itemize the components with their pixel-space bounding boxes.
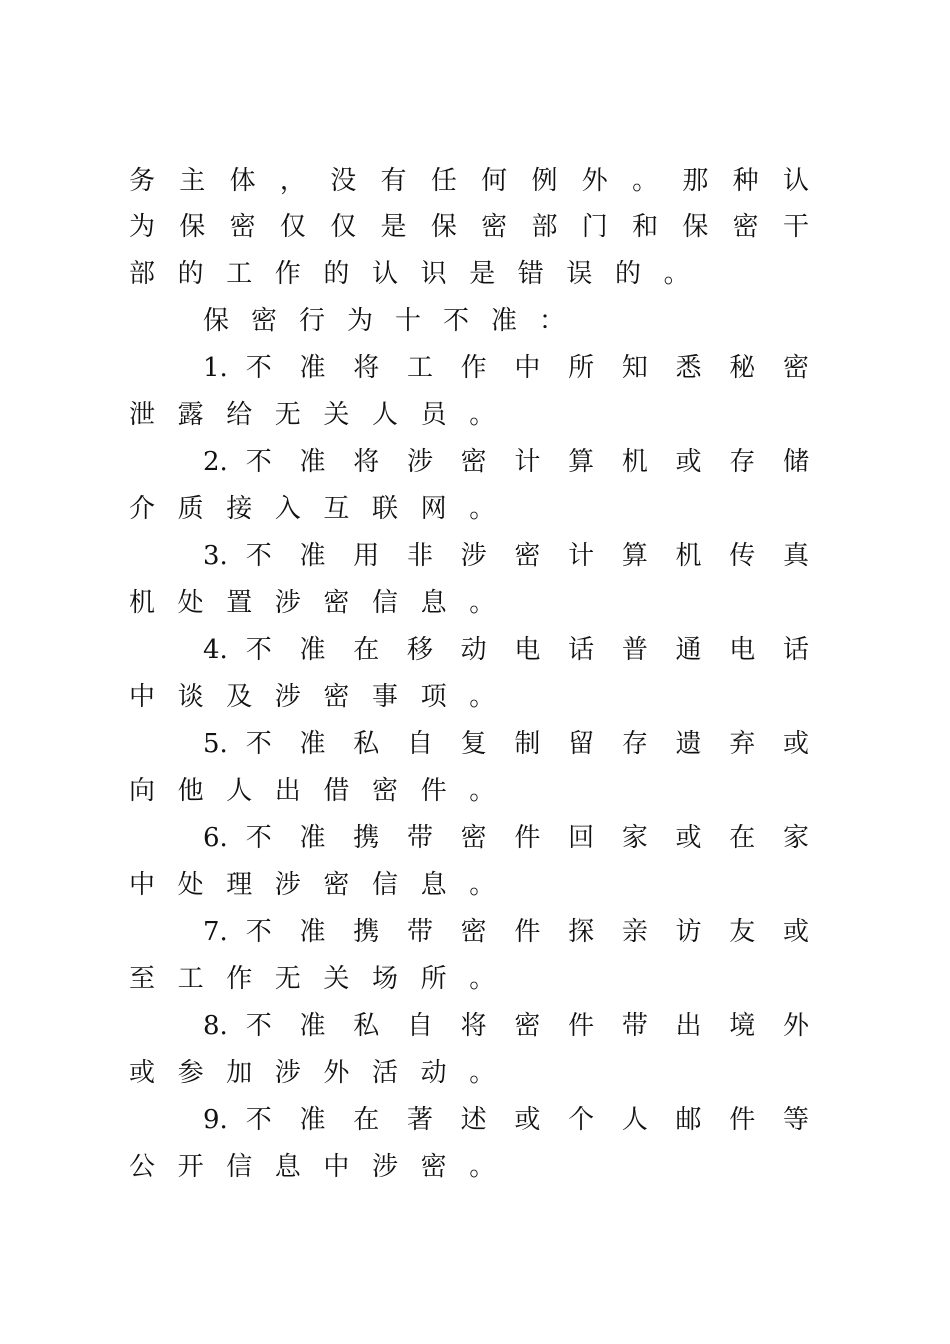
intro-line-1: 务 主 体 ， 没 有 任 何 例 外 。 那 种 认 bbox=[129, 166, 809, 196]
rule-6-line-1: 6. 不 准 携 带 密 件 回 家 或 在 家 bbox=[203, 823, 809, 853]
rule-2-line-2: 介质接入互联网。 bbox=[129, 494, 518, 524]
rule-6-line-2: 中处理涉密信息。 bbox=[129, 870, 518, 900]
rule-3-line-2: 机处置涉密信息。 bbox=[129, 588, 518, 618]
rule-3-line-1: 3. 不 准 用 非 涉 密 计 算 机 传 真 bbox=[203, 541, 809, 571]
rule-8-line-2: 或参加涉外活动。 bbox=[129, 1058, 518, 1088]
rule-8-line-1: 8. 不 准 私 自 将 密 件 带 出 境 外 bbox=[203, 1011, 809, 1041]
intro-line-2: 为 保 密 仅 仅 是 保 密 部 门 和 保 密 干 bbox=[129, 212, 809, 242]
rule-9-line-1: 9. 不 准 在 著 述 或 个 人 邮 件 等 bbox=[203, 1105, 809, 1135]
rule-1-line-1: 1. 不 准 将 工 作 中 所 知 悉 秘 密 bbox=[203, 353, 809, 383]
rule-4-line-2: 中谈及涉密事项。 bbox=[129, 682, 518, 712]
rule-7-line-1: 7. 不 准 携 带 密 件 探 亲 访 友 或 bbox=[203, 917, 809, 947]
rule-7-line-2: 至工作无关场所。 bbox=[129, 964, 518, 994]
rule-9-line-2: 公开信息中涉密。 bbox=[129, 1152, 518, 1182]
rule-2-line-1: 2. 不 准 将 涉 密 计 算 机 或 存 储 bbox=[203, 447, 809, 477]
rule-1-line-2: 泄露给无关人员。 bbox=[129, 400, 518, 430]
rule-5-line-1: 5. 不 准 私 自 复 制 留 存 遗 弃 或 bbox=[203, 729, 809, 759]
intro-line-3: 部的工作的认识是错误的。 bbox=[129, 259, 713, 289]
section-heading: 保密行为十不准： bbox=[203, 306, 588, 336]
rule-4-line-1: 4. 不 准 在 移 动 电 话 普 通 电 话 bbox=[203, 635, 809, 665]
rule-5-line-2: 向他人出借密件。 bbox=[129, 776, 518, 806]
